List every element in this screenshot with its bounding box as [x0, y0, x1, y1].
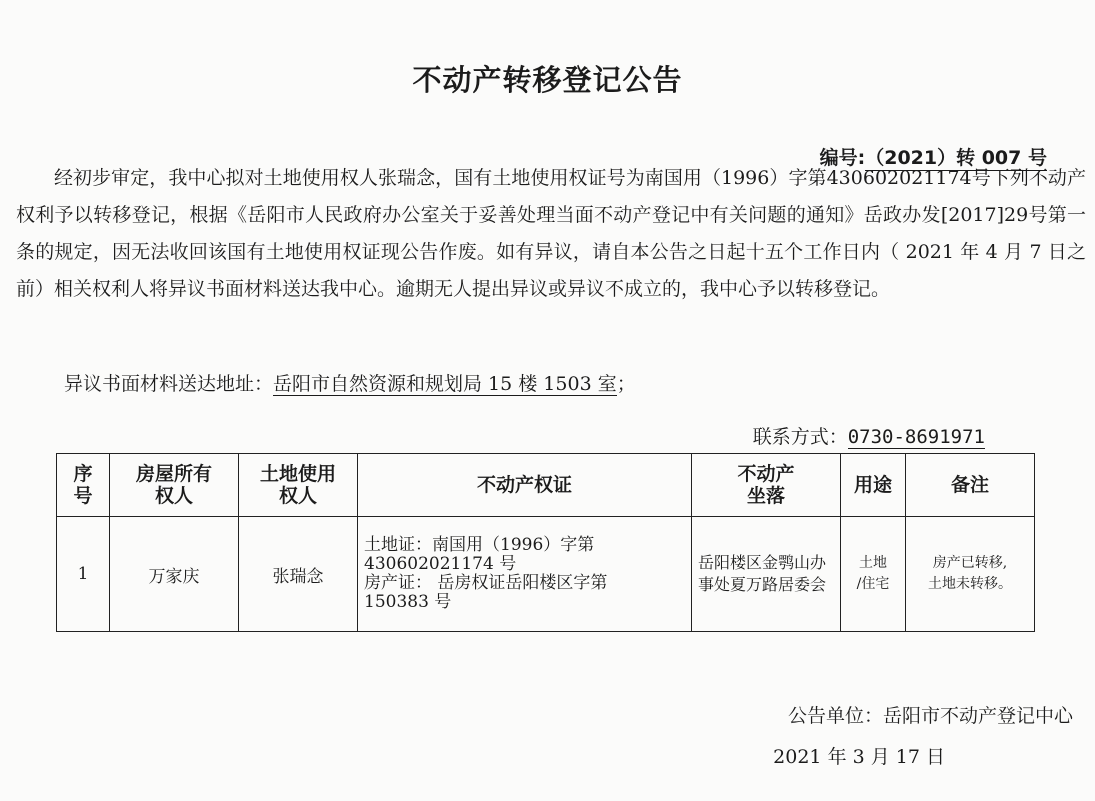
address-suffix: ； [616, 373, 636, 395]
contact-info [753, 422, 985, 449]
cell-land-user: 张瑞念 [239, 517, 358, 632]
header-location: 不动产 坐落 [692, 454, 841, 517]
table-row [57, 517, 1035, 632]
address-label: 异议书面材料送达地址： [64, 373, 274, 395]
notice-title: 不动产转移登记公告 [412, 63, 683, 97]
cell-no: 1 [57, 517, 110, 632]
publisher [788, 701, 1073, 728]
address-value: 岳阳市自然资源和规划局 15 楼 1503 室 [273, 373, 617, 395]
cell-house-owner: 万家庆 [110, 517, 239, 632]
notice-body: 经初步审定，我中心拟对土地使用权人张瑞念，国有土地使用权证号为南国用（1996）字第430602021174号下列不动产权利予以转移登记，根据《岳阳市人民政府办公室关于妥善处理当面不动产登记中有关问题的通知》岳政办发[2017]29号第一条的规定，因无法收回该国有土地使用权证现公告作废。如有异议，请自本公告之日起十五个工作日内（ 2021 年 4 月 7 日之前）相关权利人将异议书面材料送达我中心。逾期无人提出异议或异议不成立的，我中心予以转移登记。 [16, 167, 1086, 300]
property-table [56, 453, 1035, 632]
doc-number-value: （2021）转 007 号 [865, 147, 1047, 169]
publisher-label: 公告单位： [787, 705, 883, 727]
cell-remark: 房产已转移, 土地未转移。 [906, 517, 1035, 632]
header-no: 序 号 [57, 454, 110, 517]
cell-location: 岳阳楼区金鹗山办事处夏万路居委会 [692, 517, 841, 632]
notice-date: 2021 年 3 月 17 日 [773, 746, 945, 768]
header-house-owner: 房屋所有 权人 [110, 454, 239, 517]
header-certificate: 不动产权证 [358, 454, 692, 517]
header-usage: 用途 [841, 454, 906, 517]
cell-usage: 土地 /住宅 [841, 517, 906, 632]
header-remark: 备注 [906, 454, 1035, 517]
contact-label: 联系方式： [752, 426, 848, 448]
header-land-user: 土地使用 权人 [239, 454, 358, 517]
table-header-row [57, 454, 1035, 517]
doc-number-label: 编号: [819, 147, 866, 169]
cell-certificate: 土地证：南国用（1996）字第 430602021174 号 房产证： 岳房权证岳阳楼区字第 150383 号 [358, 517, 692, 632]
publisher-name: 岳阳市不动产登记中心 [882, 705, 1073, 727]
objection-address [64, 366, 636, 403]
contact-phone: 0730-8691971 [847, 426, 985, 448]
